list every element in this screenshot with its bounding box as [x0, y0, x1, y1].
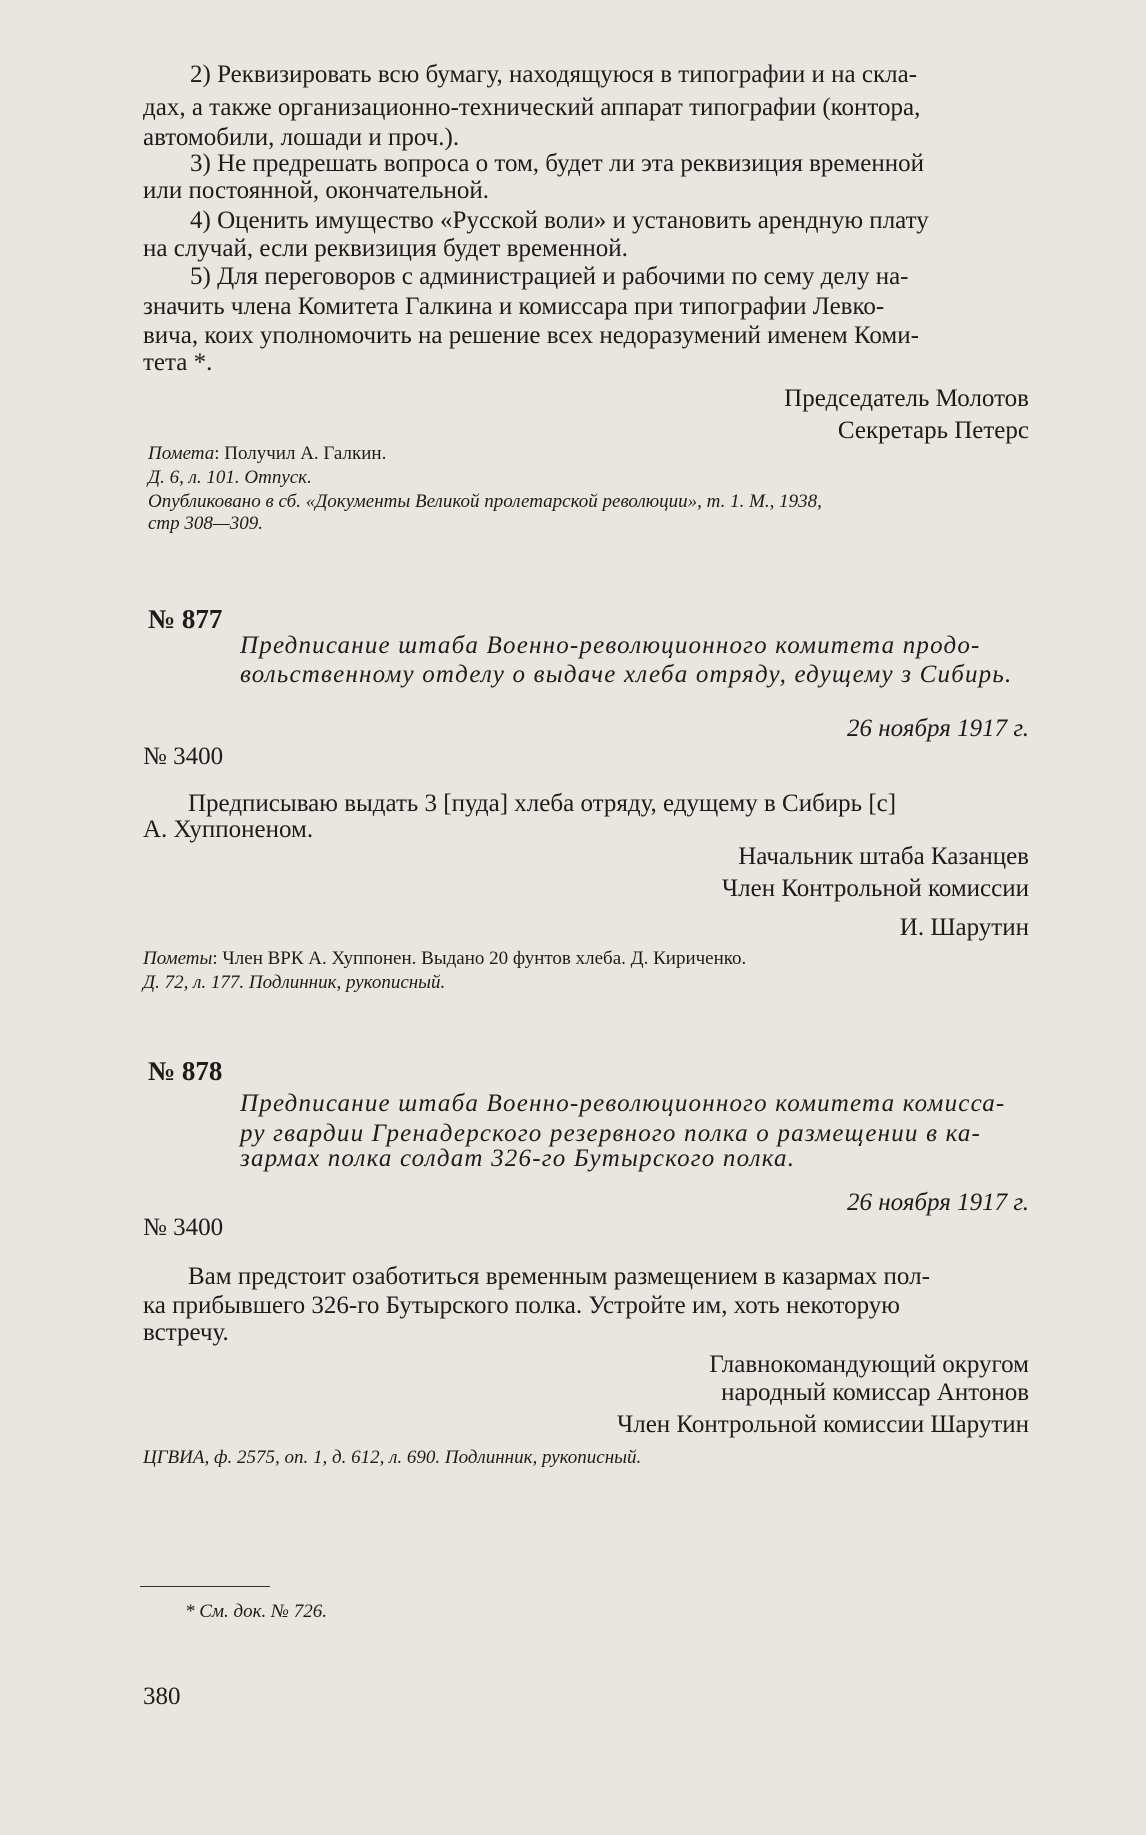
archive-ref: Д. 72, л. 177. Подлинник, рукописный. — [143, 972, 446, 993]
signature-name: И. Шарутин — [899, 914, 1029, 941]
publication-ref: Опубликовано в сб. «Документы Великой пролетарской революции», т. 1. М., 1938, — [148, 491, 822, 512]
document-title-line: Предписание штаба Военно-революционного комитета продо- — [240, 632, 981, 659]
signature-commander: Главнокомандующий округом — [709, 1351, 1029, 1378]
signature-commissar: народный комиссар Антонов — [721, 1379, 1029, 1406]
footnote-rule — [140, 1586, 270, 1587]
pometa-note — [148, 442, 386, 465]
pometa-text: : Член ВРК А. Хуппонен. Выдано 20 фунтов хлеба. Д. Кириченко. — [212, 948, 747, 969]
signature-secretary: Секретарь Петерс — [837, 417, 1029, 444]
body-line: автомобили, лошади и проч.). — [143, 124, 460, 151]
body-line: вича, коих уполномочить на решение всех недоразумений именем Коми- — [143, 322, 919, 349]
document-title-line: Предписание штаба Военно-революционного комитета комисса- — [240, 1090, 1006, 1117]
body-line: Предписываю выдать 3 [пуда] хлеба отряду, едущему в Сибирь [с] — [188, 790, 897, 817]
archive-ref: ЦГВИА, ф. 2575, оп. 1, д. 612, л. 690. Подлинник, рукописный. — [143, 1447, 642, 1468]
body-line: на случай, если реквизиция будет временной. — [143, 235, 628, 262]
page-number: 380 — [143, 1683, 181, 1710]
document-title-line: зармах полка солдат 326-го Бутырского полка. — [240, 1145, 796, 1172]
registration-number: № 3400 — [143, 1214, 224, 1241]
body-line: тета *. — [143, 349, 213, 376]
body-line: встречу. — [143, 1319, 229, 1346]
body-line: 4) Оценить имущество «Русской воли» и установить арендную плату — [190, 207, 929, 234]
pometa-label: Пометы — [143, 948, 213, 969]
signature-chief-of-staff: Начальник штаба Казанцев — [738, 843, 1029, 870]
body-line: значить члена Комитета Галкина и комиссара при типографии Левко- — [143, 293, 885, 320]
body-line: ка прибывшего 326-го Бутырского полка. Устройте им, хоть некоторую — [143, 1292, 900, 1319]
registration-number: № 3400 — [143, 743, 224, 770]
signature-chairman: Председатель Молотов — [784, 385, 1029, 412]
body-line: дах, а также организационно-технический аппарат типографии (контора, — [143, 94, 921, 121]
pometa-label: Помета — [148, 443, 215, 464]
archive-ref: Д. 6, л. 101. Отпуск. — [148, 467, 312, 488]
body-line: 2) Реквизировать всю бумагу, находящуюся в типографии и на скла- — [190, 61, 918, 88]
body-line: А. Хуппоненом. — [143, 816, 314, 843]
body-line: 5) Для переговоров с администрацией и рабочими по сему делу на- — [190, 263, 909, 290]
signature-control-commission: Член Контрольной комиссии Шарутин — [616, 1411, 1029, 1438]
document-title-line: ру гвардии Гренадерского резервного полка о размещении в ка- — [240, 1120, 982, 1147]
document-title-line: вольственному отделу о выдаче хлеба отряду, едущему з Сибирь. — [240, 661, 1013, 688]
pometa-text: : Получил А. Галкин. — [214, 443, 387, 464]
body-line: Вам предстоит озаботиться временным размещением в казармах пол- — [188, 1263, 930, 1290]
body-line: 3) Не предрешать вопроса о том, будет ли эта реквизиция временной — [190, 150, 925, 177]
document-date: 26 ноября 1917 г. — [847, 1189, 1029, 1216]
footnote: * См. док. № 726. — [185, 1601, 327, 1622]
pometa-note — [143, 947, 746, 970]
document-number: № 877 — [148, 604, 223, 634]
signature-control-commission: Член Контрольной комиссии — [721, 875, 1029, 902]
publication-ref-pages: стр 308—309. — [148, 513, 264, 534]
body-line: или постоянной, окончательной. — [143, 177, 490, 204]
document-number: № 878 — [148, 1056, 223, 1086]
document-date: 26 ноября 1917 г. — [847, 715, 1029, 742]
